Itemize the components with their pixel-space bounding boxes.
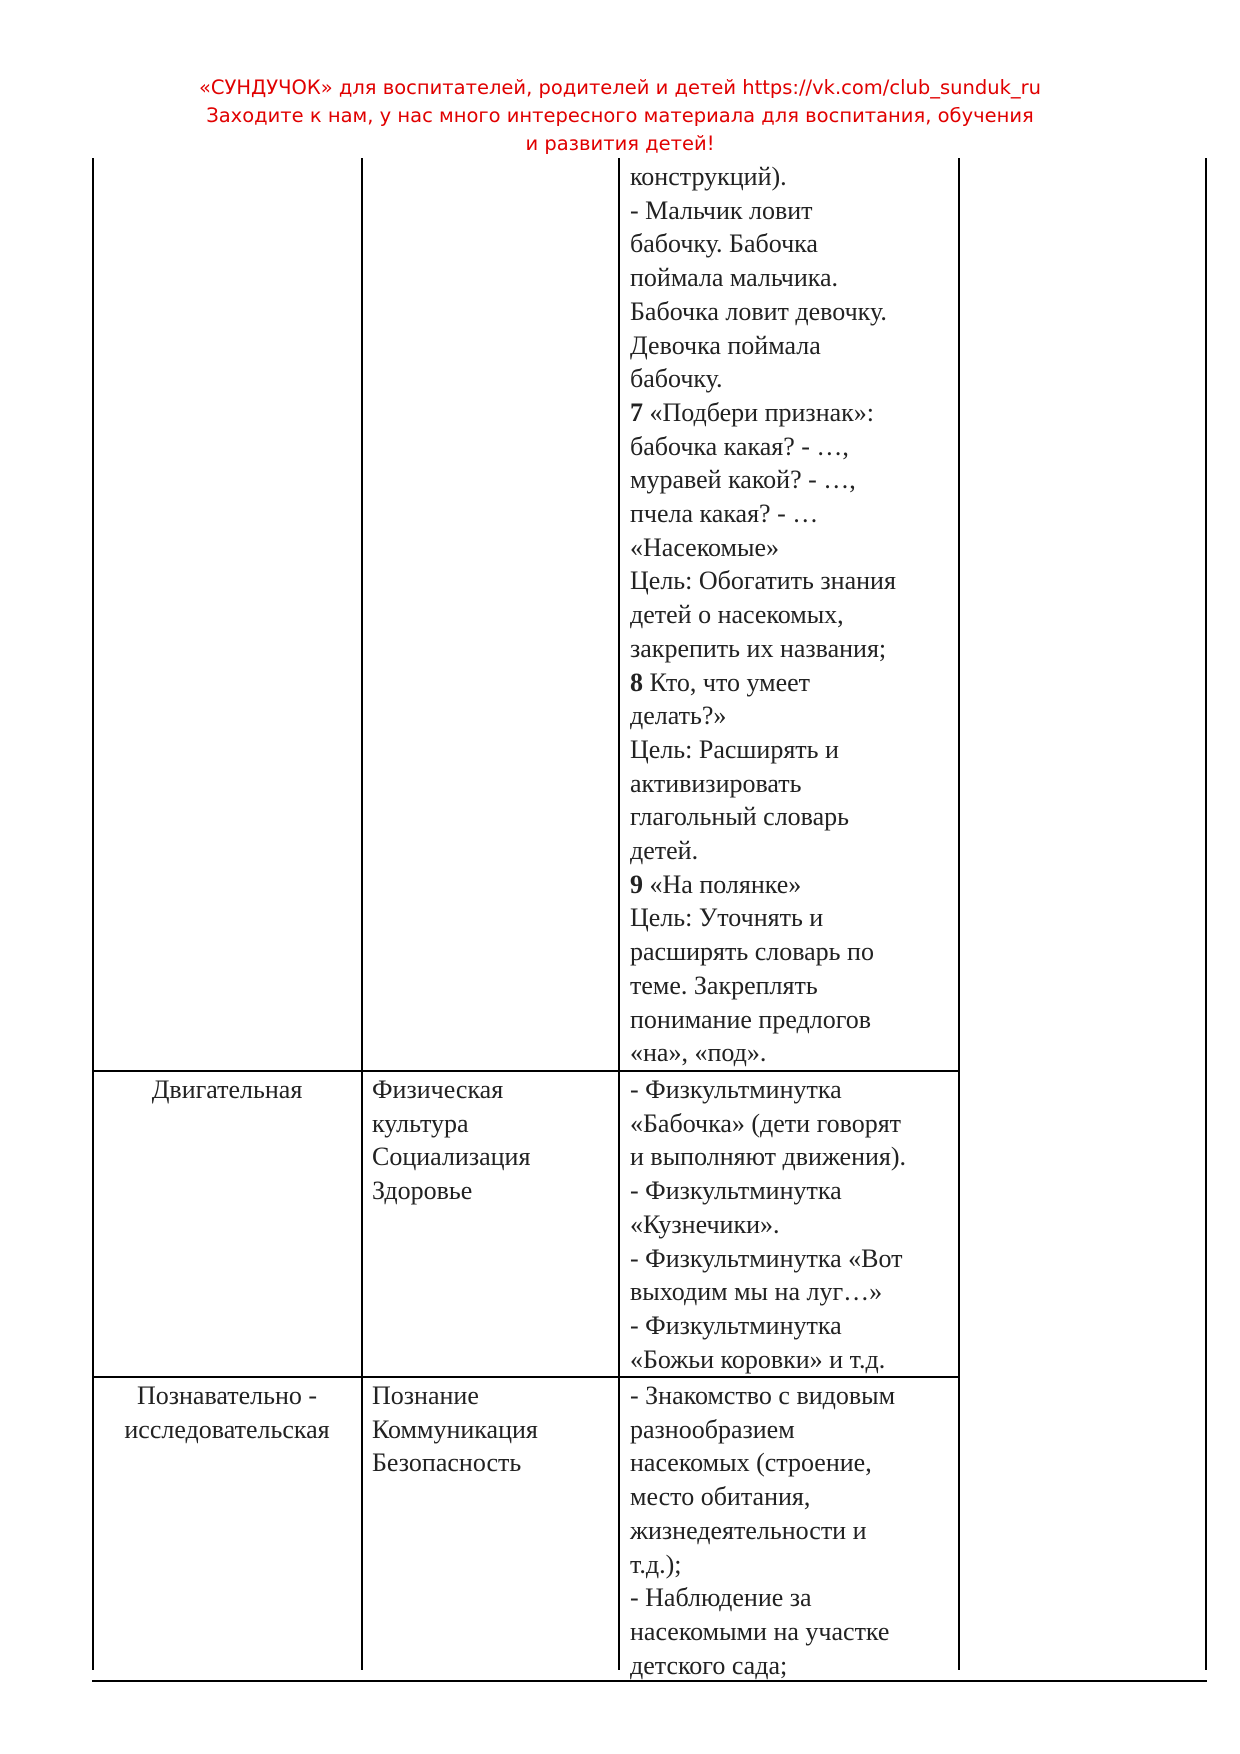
text-line: бабочку. Бабочка	[630, 229, 818, 259]
table-border-right	[1205, 158, 1207, 1670]
row-1-content	[630, 1073, 950, 1376]
text-line: «Кузнечики».	[630, 1209, 780, 1239]
text-line: бабочку.	[630, 364, 723, 394]
game-8-title: Кто, что умеет	[643, 667, 811, 697]
row-2-activity	[94, 1379, 360, 1446]
text-line: глагольный словарь	[630, 802, 850, 832]
header-line-1: «СУНДУЧОК» для воспитателей, родителей и детей https://vk.com/club_sunduk_ru	[198, 76, 1042, 99]
text-line: и выполняют движения).	[630, 1142, 907, 1172]
row-2-content	[630, 1379, 950, 1682]
text-line: расширять словарь по	[630, 937, 874, 967]
text-line: «Бабочка» (дети говорят	[630, 1108, 902, 1138]
activity-line: исследовательская	[124, 1414, 330, 1444]
area-line: Физическая	[372, 1075, 504, 1104]
text-line: бабочка какая? - …,	[630, 431, 849, 461]
text-line: Бабочка ловит девочку.	[630, 296, 887, 326]
game-7-title: «Подбери признак»:	[643, 397, 875, 427]
text-line: выходим мы на луг…»	[630, 1277, 883, 1307]
table-divider-1	[361, 158, 363, 1670]
text-line: разнообразием	[630, 1414, 795, 1444]
area-line: Социализация	[372, 1142, 531, 1172]
text-line: Цель: Обогатить знания	[630, 566, 896, 596]
text-line: закрепить их названия;	[630, 633, 887, 663]
row-separator-1	[92, 1070, 960, 1072]
text-line: детей о насекомых,	[630, 600, 844, 630]
text-line: пчела какая? - …	[630, 499, 819, 529]
text-line: теме. Закреплять	[630, 970, 818, 1000]
text-line: детей.	[630, 836, 699, 866]
text-line: Девочка поймала	[630, 330, 821, 360]
area-line: культура	[372, 1108, 469, 1138]
game-9-title: «На полянке»	[643, 869, 802, 899]
activity-line: Познавательно -	[136, 1381, 318, 1410]
game-8-number: 8	[630, 667, 643, 697]
area-line: Коммуникация	[372, 1414, 538, 1444]
game-7-number: 7	[630, 397, 643, 427]
area-line: Здоровье	[372, 1176, 473, 1206]
text-line: - Мальчик ловит	[630, 195, 813, 225]
activity-line: Двигательная	[151, 1075, 303, 1104]
text-line: жизнедеятельности и	[630, 1515, 867, 1545]
text-line: делать?»	[630, 701, 727, 731]
text-line: Цель: Расширять и	[630, 734, 839, 764]
game-9-heading	[630, 868, 950, 902]
area-line: Познание	[372, 1381, 479, 1410]
text-line: - Знакомство с видовым	[630, 1381, 896, 1410]
table-divider-3	[958, 158, 960, 1670]
header-line-3: и развития детей!	[525, 132, 715, 155]
text-line: - Наблюдение за	[630, 1583, 812, 1613]
text-line: - Физкультминутка	[630, 1176, 842, 1206]
text-line: понимание предлогов	[630, 1004, 872, 1034]
game-9-number: 9	[630, 869, 643, 899]
text-line: насекомыми на участке	[630, 1616, 890, 1646]
row-1-activity	[94, 1073, 360, 1107]
game-7-heading	[630, 396, 950, 430]
text-line: место обитания,	[630, 1482, 811, 1512]
text-line: активизировать	[630, 768, 802, 798]
text-line: - Физкультминутка «Вот	[630, 1243, 903, 1273]
header-line-2: Заходите к нам, у нас много интересного материала для воспитания, обучения	[206, 104, 1034, 127]
text-line: насекомых (строение,	[630, 1448, 872, 1478]
text-line: Цель: Уточнять и	[630, 903, 824, 933]
text-line: детского сада;	[630, 1650, 788, 1680]
text-line: - Физкультминутка	[630, 1310, 842, 1340]
text-line: «Божьи коровки» и т.д.	[630, 1344, 886, 1374]
area-line: Безопасность	[372, 1448, 522, 1478]
game-8-heading	[630, 666, 950, 700]
text-line: муравей какой? - …,	[630, 465, 856, 495]
text-line: «Насекомые»	[630, 532, 779, 562]
row-2-areas	[372, 1379, 622, 1480]
row-1-areas	[372, 1073, 622, 1208]
page-header	[0, 74, 1240, 158]
text-line: - Физкультминутка	[630, 1075, 842, 1104]
continued-cell	[630, 160, 950, 1070]
text-line: «на», «под».	[630, 1038, 767, 1068]
text-line: т.д.);	[630, 1549, 682, 1579]
text-line: поймала мальчика.	[630, 263, 839, 293]
text-line: конструкций).	[630, 162, 787, 191]
